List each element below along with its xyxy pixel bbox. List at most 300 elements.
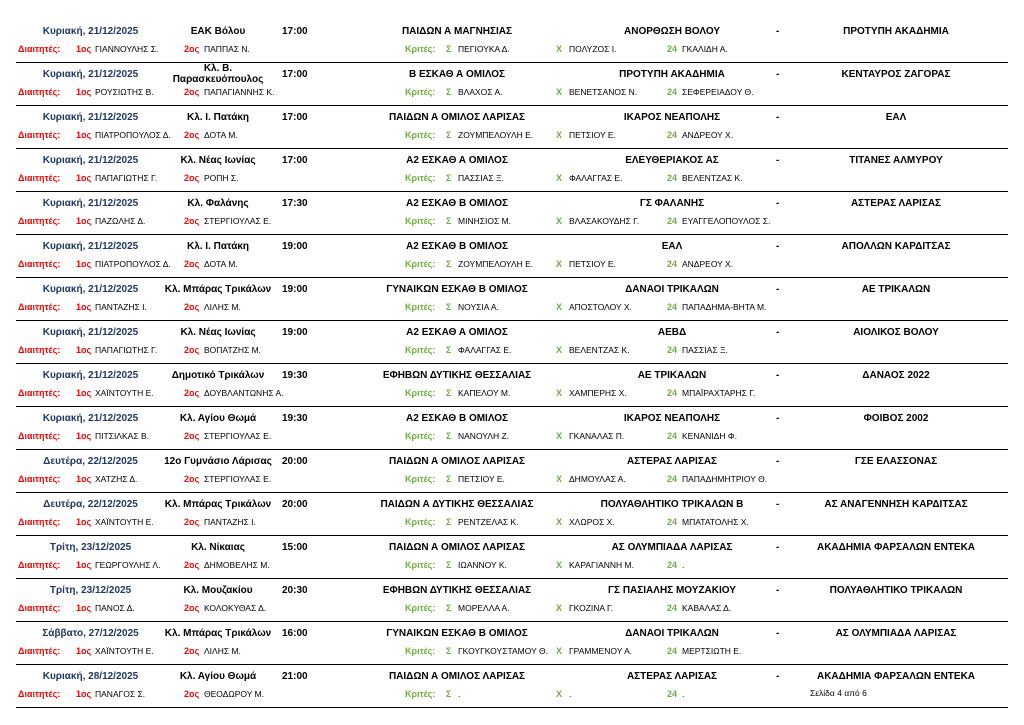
referees-label: Διαιτητές: xyxy=(18,130,61,140)
home-team: ΓΣ ΦΑΛΑΝΗΣ xyxy=(639,198,705,209)
shotclock-tag: 24 xyxy=(667,646,678,656)
scorer-name: ΚΑΠΕΛΟΥ Μ. xyxy=(458,388,511,398)
first-referee-name: ΠΙΑΤΡΟΠΟΥΛΟΣ Δ. xyxy=(95,259,171,269)
referees-label: Διαιτητές: xyxy=(18,259,61,269)
match-time: 16:00 xyxy=(282,628,308,639)
second-referee-name: ΠΑΠΠΑΣ Ν. xyxy=(204,44,250,54)
match-category: Α2 ΕΣΚΑΘ Β ΟΜΙΛΟΣ xyxy=(405,413,509,424)
second-referee-name: ΘΕΟΔΩΡΟΥ Μ. xyxy=(204,689,265,699)
match-category: ΠΑΙΔΩΝ Α ΟΜΙΛΟΣ ΛΑΡΙΣΑΣ xyxy=(388,671,526,682)
timer-name: ΠΟΛΥΖΟΣ Ι. xyxy=(569,44,617,54)
first-referee-name: ΧΑΪΝΤΟΥΤΗ Ε. xyxy=(95,388,154,398)
referees-label: Διαιτητές: xyxy=(18,646,61,656)
match-row xyxy=(16,192,1008,235)
timer-tag: Χ xyxy=(556,216,563,226)
first-referee-tag: 1ος xyxy=(76,646,92,656)
judges-label: Κριτές: xyxy=(405,302,436,312)
match-date: Κυριακή, 21/12/2025 xyxy=(42,370,139,381)
away-team: ΑΕ ΤΡΙΚΑΛΩΝ xyxy=(861,284,931,295)
first-referee-name: ΓΕΩΡΓΟΥΛΗΣ Λ. xyxy=(95,560,161,570)
shotclock-tag: 24 xyxy=(667,345,678,355)
second-referee-tag: 2ος xyxy=(184,302,200,312)
match-time: 19:00 xyxy=(282,241,308,252)
first-referee-name: ΧΑΪΝΤΟΥΤΗ Ε. xyxy=(95,646,154,656)
second-referee-tag: 2ος xyxy=(184,87,200,97)
away-team: ΔΑΝΑΟΣ 2022 xyxy=(862,370,930,381)
match-row xyxy=(16,665,1008,708)
second-referee-tag: 2ος xyxy=(184,517,200,527)
scorer-name: ΒΛΑΧΟΣ Α. xyxy=(458,87,503,97)
home-team: ΑΕΒΔ xyxy=(657,327,687,338)
match-row xyxy=(16,235,1008,278)
second-referee-name: ΒΟΠΑΤΖΗΣ Μ. xyxy=(204,345,262,355)
timer-tag: Χ xyxy=(556,603,563,613)
match-time: 17:00 xyxy=(282,112,308,123)
shotclock-tag: 24 xyxy=(667,173,678,183)
match-row xyxy=(16,407,1008,450)
referees-label: Διαιτητές: xyxy=(18,689,61,699)
scorer-tag: Σ xyxy=(446,646,452,656)
away-team: ΑΠΟΛΛΩΝ ΚΑΡΔΙΤΣΑΣ xyxy=(841,241,951,252)
match-category: ΓΥΝΑΙΚΩΝ ΕΣΚΑΘ Β ΟΜΙΛΟΣ xyxy=(386,628,528,639)
scorer-tag: Σ xyxy=(446,173,452,183)
page-number: Σελίδα 4 από 6 xyxy=(810,688,867,698)
shotclock-name: ΠΑΠΑΔΗΜΗΤΡΙΟΥ Θ. xyxy=(682,474,768,484)
match-row xyxy=(16,106,1008,149)
first-referee-tag: 1ος xyxy=(76,603,92,613)
timer-name: ΚΑΡΑΓΙΑΝΝΗ Μ. xyxy=(569,560,634,570)
match-row xyxy=(16,20,1008,63)
shotclock-name: ΚΑΒΑΛΑΣ Δ. xyxy=(682,603,732,613)
judges-label: Κριτές: xyxy=(405,646,436,656)
match-time: 17:00 xyxy=(282,69,308,80)
shotclock-name: ΚΕΝΑΝΙΔΗ Φ. xyxy=(682,431,737,441)
scorer-name: ΠΕΓΙΟΥΚΑ Δ. xyxy=(458,44,510,54)
timer-tag: Χ xyxy=(556,44,563,54)
versus-dash: - xyxy=(776,671,780,682)
match-date: Κυριακή, 21/12/2025 xyxy=(42,26,139,37)
referees-label: Διαιτητές: xyxy=(18,302,61,312)
match-venue: ΕΑΚ Βόλου xyxy=(190,26,246,37)
match-category: Β ΕΣΚΑΘ Α ΟΜΙΛΟΣ xyxy=(408,69,506,80)
scorer-name: ΓΚΟΥΓΚΟΥΣΤΑΜΟΥ Θ. xyxy=(458,646,548,656)
first-referee-name: ΧΑΤΖΗΣ Δ. xyxy=(95,474,138,484)
judges-label: Κριτές: xyxy=(405,259,436,269)
scorer-tag: Σ xyxy=(446,603,452,613)
match-venue: Κλ. Μουζακίου xyxy=(183,585,253,596)
first-referee-tag: 1ος xyxy=(76,87,92,97)
match-category: Α2 ΕΣΚΑΘ Α ΟΜΙΛΟΣ xyxy=(406,327,508,338)
first-referee-tag: 1ος xyxy=(76,474,92,484)
match-date: Σάββατο, 27/12/2025 xyxy=(42,628,139,639)
second-referee-tag: 2ος xyxy=(184,259,200,269)
timer-tag: Χ xyxy=(556,474,563,484)
match-date: Τρίτη, 23/12/2025 xyxy=(49,542,132,553)
versus-dash: - xyxy=(776,542,780,553)
match-venue: Κλ. Μπάρας Τρικάλων xyxy=(164,499,272,510)
second-referee-name: ΔΟΤΑ Μ. xyxy=(204,259,238,269)
match-row xyxy=(16,364,1008,407)
timer-name: ΒΕΝΕΤΣΑΝΟΣ Ν. xyxy=(569,87,638,97)
match-date: Κυριακή, 21/12/2025 xyxy=(42,155,139,166)
match-row xyxy=(16,579,1008,622)
judges-label: Κριτές: xyxy=(405,689,436,699)
shotclock-name: ΠΑΣΣΙΑΣ Ξ. xyxy=(682,345,728,355)
scorer-tag: Σ xyxy=(446,44,452,54)
match-category: ΕΦΗΒΩΝ ΔΥΤΙΚΗΣ ΘΕΣΣΑΛΙΑΣ xyxy=(382,585,532,596)
first-referee-name: ΠΑΠΑΓΙΩΤΗΣ Γ. xyxy=(95,173,158,183)
match-row xyxy=(16,536,1008,579)
second-referee-tag: 2ος xyxy=(184,388,200,398)
home-team: ΕΛΕΥΘΕΡΙΑΚΟΣ ΑΣ xyxy=(625,155,719,166)
match-time: 19:30 xyxy=(282,413,308,424)
first-referee-tag: 1ος xyxy=(76,216,92,226)
scorer-tag: Σ xyxy=(446,474,452,484)
timer-tag: Χ xyxy=(556,87,563,97)
timer-name: ΠΕΤΣΙΟΥ Ε. xyxy=(569,130,616,140)
timer-name: ΧΑΜΠΕΡΗΣ Χ. xyxy=(569,388,627,398)
second-referee-name: ΔΗΜΟΒΕΛΗΣ Μ. xyxy=(204,560,270,570)
scorer-tag: Σ xyxy=(446,689,452,699)
timer-name: . xyxy=(569,689,572,699)
second-referee-tag: 2ος xyxy=(184,603,200,613)
first-referee-name: ΠΙΑΤΡΟΠΟΥΛΟΣ Δ. xyxy=(95,130,171,140)
versus-dash: - xyxy=(776,155,780,166)
first-referee-name: ΡΟΥΣΙΩΤΗΣ Β. xyxy=(95,87,154,97)
away-team: ΠΡΟΤΥΠΗ ΑΚΑΔΗΜΙΑ xyxy=(843,26,949,37)
timer-tag: Χ xyxy=(556,517,563,527)
match-time: 19:30 xyxy=(282,370,308,381)
referees-label: Διαιτητές: xyxy=(18,44,61,54)
second-referee-name: ΛΙΛΗΣ Μ. xyxy=(204,646,241,656)
match-row xyxy=(16,622,1008,665)
timer-name: ΔΗΜΟΥΛΑΣ Α. xyxy=(569,474,626,484)
referees-label: Διαιτητές: xyxy=(18,431,61,441)
away-team: ΦΟΙΒΟΣ 2002 xyxy=(863,413,929,424)
first-referee-tag: 1ος xyxy=(76,259,92,269)
versus-dash: - xyxy=(776,69,780,80)
timer-tag: Χ xyxy=(556,130,563,140)
timer-tag: Χ xyxy=(556,560,563,570)
shotclock-tag: 24 xyxy=(667,130,678,140)
home-team: ΔΑΝΑΟΙ ΤΡΙΚΑΛΩΝ xyxy=(625,284,719,295)
versus-dash: - xyxy=(776,241,780,252)
shotclock-tag: 24 xyxy=(667,388,678,398)
judges-label: Κριτές: xyxy=(405,345,436,355)
second-referee-name: ΛΙΛΗΣ Μ. xyxy=(204,302,241,312)
second-referee-tag: 2ος xyxy=(184,474,200,484)
match-date: Κυριακή, 21/12/2025 xyxy=(42,284,139,295)
timer-tag: Χ xyxy=(556,173,563,183)
match-time: 17:30 xyxy=(282,198,308,209)
timer-tag: Χ xyxy=(556,388,563,398)
first-referee-tag: 1ος xyxy=(76,173,92,183)
referees-label: Διαιτητές: xyxy=(18,517,61,527)
timer-name: ΦΑΛΑΓΓΑΣ Ε. xyxy=(569,173,623,183)
match-row xyxy=(16,63,1008,106)
first-referee-tag: 1ος xyxy=(76,517,92,527)
scorer-name: ΝΟΥΣΙΑ Α. xyxy=(458,302,499,312)
first-referee-tag: 1ος xyxy=(76,345,92,355)
second-referee-name: ΚΟΛΟΚΥΘΑΣ Δ. xyxy=(204,603,267,613)
scorer-name: ΝΑΝΟΥΛΗ Ζ. xyxy=(458,431,510,441)
shotclock-name: ΜΠΑΤΑΤΟΛΗΣ Χ. xyxy=(682,517,749,527)
referees-label: Διαιτητές: xyxy=(18,474,61,484)
scorer-tag: Σ xyxy=(446,560,452,570)
away-team: ΤΙΤΑΝΕΣ ΑΛΜΥΡΟΥ xyxy=(849,155,943,166)
shotclock-name: ΣΕΦΕΡΕΙΑΔΟΥ Θ. xyxy=(682,87,754,97)
first-referee-name: ΠΑΝΟΣ Δ. xyxy=(95,603,135,613)
match-venue: Κλ. Β. Παρασκευόπουλος xyxy=(172,63,264,85)
first-referee-name: ΠΑΖΩΛΗΣ Δ. xyxy=(95,216,146,226)
timer-tag: Χ xyxy=(556,646,563,656)
match-venue: Κλ. Αγίου Θωμά xyxy=(179,413,257,424)
timer-tag: Χ xyxy=(556,302,563,312)
match-time: 20:00 xyxy=(282,499,308,510)
home-team: ΑΣ ΟΛΥΜΠΙΑΔΑ ΛΑΡΙΣΑΣ xyxy=(611,542,733,553)
match-category: ΠΑΙΔΩΝ Α ΟΜΙΛΟΣ ΛΑΡΙΣΑΣ xyxy=(388,456,526,467)
match-category: ΕΦΗΒΩΝ ΔΥΤΙΚΗΣ ΘΕΣΣΑΛΙΑΣ xyxy=(382,370,532,381)
scorer-tag: Σ xyxy=(446,259,452,269)
match-date: Δευτέρα, 22/12/2025 xyxy=(43,456,138,467)
scorer-name: ΜΟΡΕΛΛΑ Α. xyxy=(458,603,510,613)
match-time: 17:00 xyxy=(282,155,308,166)
away-team: ΑΣ ΑΝΑΓΕΝΝΗΣΗ ΚΑΡΔΙΤΣΑΣ xyxy=(824,499,968,510)
shotclock-tag: 24 xyxy=(667,216,678,226)
shotclock-name: ΑΝΔΡΕΟΥ Χ. xyxy=(682,130,734,140)
shotclock-tag: 24 xyxy=(667,431,678,441)
match-time: 19:00 xyxy=(282,284,308,295)
match-category: Α2 ΕΣΚΑΘ Α ΟΜΙΛΟΣ xyxy=(406,155,508,166)
match-venue: Κλ. Νίκαιας xyxy=(191,542,245,553)
first-referee-tag: 1ος xyxy=(76,560,92,570)
versus-dash: - xyxy=(776,26,780,37)
scorer-name: ΦΑΛΑΓΓΑΣ Ε. xyxy=(458,345,512,355)
shotclock-name: ΜΠΑΪΡΑΧΤΑΡΗΣ Γ. xyxy=(682,388,756,398)
match-category: ΠΑΙΔΩΝ Α ΟΜΙΛΟΣ ΛΑΡΙΣΑΣ xyxy=(388,112,526,123)
versus-dash: - xyxy=(776,198,780,209)
match-time: 20:30 xyxy=(282,585,308,596)
first-referee-tag: 1ος xyxy=(76,689,92,699)
match-date: Κυριακή, 21/12/2025 xyxy=(42,112,139,123)
referees-label: Διαιτητές: xyxy=(18,603,61,613)
shotclock-tag: 24 xyxy=(667,689,678,699)
referees-label: Διαιτητές: xyxy=(18,560,61,570)
scorer-tag: Σ xyxy=(446,345,452,355)
first-referee-name: ΠΙΤΣΙΛΚΑΣ Β. xyxy=(95,431,149,441)
match-time: 17:00 xyxy=(282,26,308,37)
first-referee-tag: 1ος xyxy=(76,388,92,398)
shotclock-name: ΑΝΔΡΕΟΥ Χ. xyxy=(682,259,734,269)
match-time: 21:00 xyxy=(282,671,308,682)
judges-label: Κριτές: xyxy=(405,388,436,398)
shotclock-tag: 24 xyxy=(667,517,678,527)
match-date: Κυριακή, 28/12/2025 xyxy=(42,671,139,682)
versus-dash: - xyxy=(776,628,780,639)
referees-label: Διαιτητές: xyxy=(18,216,61,226)
shotclock-tag: 24 xyxy=(667,560,678,570)
match-venue: 12ο Γυμνάσιο Λάρισας xyxy=(164,456,272,467)
timer-name: ΠΕΤΣΙΟΥ Ε. xyxy=(569,259,616,269)
first-referee-name: ΠΑΠΑΓΙΩΤΗΣ Γ. xyxy=(95,345,158,355)
versus-dash: - xyxy=(776,499,780,510)
timer-name: ΧΛΩΡΟΣ Χ. xyxy=(569,517,615,527)
match-category: ΠΑΙΔΩΝ Α ΜΑΓΝΗΣΙΑΣ xyxy=(401,26,513,37)
home-team: ΕΑΛ xyxy=(661,241,683,252)
match-row xyxy=(16,149,1008,192)
referees-label: Διαιτητές: xyxy=(18,173,61,183)
judges-label: Κριτές: xyxy=(405,44,436,54)
match-venue: Κλ. Νέας Ιωνίας xyxy=(180,327,256,338)
second-referee-tag: 2ος xyxy=(184,173,200,183)
versus-dash: - xyxy=(776,413,780,424)
match-time: 20:00 xyxy=(282,456,308,467)
home-team: ΑΣΤΕΡΑΣ ΛΑΡΙΣΑΣ xyxy=(626,671,718,682)
shotclock-name: ΒΕΛΕΝΤΖΑΣ Κ. xyxy=(682,173,743,183)
shotclock-tag: 24 xyxy=(667,474,678,484)
timer-tag: Χ xyxy=(556,689,563,699)
timer-name: ΓΚΑΝΑΛΑΣ Π. xyxy=(569,431,625,441)
timer-tag: Χ xyxy=(556,345,563,355)
match-category: ΠΑΙΔΩΝ Α ΔΥΤΙΚΗΣ ΘΕΣΣΑΛΙΑΣ xyxy=(380,499,534,510)
scorer-name: ΠΑΣΣΙΑΣ Ξ. xyxy=(458,173,504,183)
match-time: 19:00 xyxy=(282,327,308,338)
match-venue: Κλ. Ι. Πατάκη xyxy=(186,241,250,252)
shotclock-tag: 24 xyxy=(667,44,678,54)
second-referee-name: ΠΑΠΑΓΙΑΝΝΗΣ Κ. xyxy=(204,87,275,97)
second-referee-name: ΣΤΕΡΓΙΟΥΛΑΣ Ε. xyxy=(204,431,272,441)
away-team: ΑΚΑΔΗΜΙΑ ΦΑΡΣΑΛΩΝ ΕΝΤΕΚΑ xyxy=(816,542,976,553)
home-team: ΠΡΟΤΥΠΗ ΑΚΑΔΗΜΙΑ xyxy=(619,69,725,80)
match-date: Κυριακή, 21/12/2025 xyxy=(42,413,139,424)
shotclock-name: . xyxy=(682,560,685,570)
second-referee-tag: 2ος xyxy=(184,689,200,699)
first-referee-name: ΧΑΪΝΤΟΥΤΗ Ε. xyxy=(95,517,154,527)
match-row xyxy=(16,321,1008,364)
scorer-name: . xyxy=(458,689,461,699)
versus-dash: - xyxy=(776,585,780,596)
versus-dash: - xyxy=(776,284,780,295)
second-referee-tag: 2ος xyxy=(184,130,200,140)
timer-name: ΒΛΑΣΑΚΟΥΔΗΣ Γ. xyxy=(569,216,640,226)
match-venue: Δημοτικό Τρικάλων xyxy=(171,370,265,381)
scorer-tag: Σ xyxy=(446,130,452,140)
judges-label: Κριτές: xyxy=(405,560,436,570)
judges-label: Κριτές: xyxy=(405,87,436,97)
timer-tag: Χ xyxy=(556,431,563,441)
judges-label: Κριτές: xyxy=(405,517,436,527)
scorer-name: ΖΟΥΜΠΕΛΟΥΛΗ Ε. xyxy=(458,130,534,140)
match-category: ΠΑΙΔΩΝ Α ΟΜΙΛΟΣ ΛΑΡΙΣΑΣ xyxy=(388,542,526,553)
shotclock-name: ΜΕΡΤΣΙΩΤΗ Ε. xyxy=(682,646,742,656)
judges-label: Κριτές: xyxy=(405,603,436,613)
scorer-tag: Σ xyxy=(446,302,452,312)
match-category: Α2 ΕΣΚΑΘ Β ΟΜΙΛΟΣ xyxy=(405,198,509,209)
match-date: Κυριακή, 21/12/2025 xyxy=(42,198,139,209)
first-referee-name: ΠΑΝΑΓΟΣ Σ. xyxy=(95,689,146,699)
match-row xyxy=(16,450,1008,493)
judges-label: Κριτές: xyxy=(405,216,436,226)
home-team: ΙΚΑΡΟΣ ΝΕΑΠΟΛΗΣ xyxy=(623,112,721,123)
scorer-tag: Σ xyxy=(446,87,452,97)
second-referee-name: ΣΤΕΡΓΙΟΥΛΑΣ Ε. xyxy=(204,474,272,484)
home-team: ΑΣΤΕΡΑΣ ΛΑΡΙΣΑΣ xyxy=(626,456,718,467)
second-referee-tag: 2ος xyxy=(184,345,200,355)
match-venue: Κλ. Ι. Πατάκη xyxy=(186,112,250,123)
scorer-name: ΜΙΝΗΣΙΟΣ Μ. xyxy=(458,216,512,226)
judges-label: Κριτές: xyxy=(405,431,436,441)
first-referee-tag: 1ος xyxy=(76,130,92,140)
first-referee-tag: 1ος xyxy=(76,431,92,441)
timer-tag: Χ xyxy=(556,259,563,269)
match-date: Τρίτη, 23/12/2025 xyxy=(49,585,132,596)
match-venue: Κλ. Αγίου Θωμά xyxy=(179,671,257,682)
match-date: Δευτέρα, 22/12/2025 xyxy=(43,499,138,510)
away-team: ΚΕΝΤΑΥΡΟΣ ΖΑΓΟΡΑΣ xyxy=(841,69,951,80)
match-time: 15:00 xyxy=(282,542,308,553)
timer-name: ΓΡΑΜΜΕΝΟΥ Α. xyxy=(569,646,633,656)
versus-dash: - xyxy=(776,456,780,467)
versus-dash: - xyxy=(776,370,780,381)
match-venue: Κλ. Μπάρας Τρικάλων xyxy=(164,628,272,639)
match-venue: Κλ. Μπάρας Τρικάλων xyxy=(164,284,272,295)
home-team: ΑΝΟΡΘΩΣΗ ΒΟΛΟΥ xyxy=(624,26,720,37)
timer-name: ΓΚΟΖΙΝΑ Γ. xyxy=(569,603,614,613)
second-referee-name: ΔΟΥΒΛΑΝΤΩΝΗΣ Α. xyxy=(204,388,284,398)
first-referee-name: ΓΙΑΝΝΟΥΛΗΣ Σ. xyxy=(95,44,159,54)
scorer-tag: Σ xyxy=(446,388,452,398)
shotclock-tag: 24 xyxy=(667,603,678,613)
first-referee-tag: 1ος xyxy=(76,302,92,312)
match-date: Κυριακή, 21/12/2025 xyxy=(42,241,139,252)
away-team: ΑΙΟΛΙΚΟΣ ΒΟΛΟΥ xyxy=(853,327,939,338)
second-referee-name: ΔΟΤΑ Μ. xyxy=(204,130,238,140)
shotclock-tag: 24 xyxy=(667,259,678,269)
second-referee-tag: 2ος xyxy=(184,646,200,656)
shotclock-name: ΕΥΑΓΓΕΛΟΠΟΥΛΟΣ Σ. xyxy=(682,216,771,226)
match-category: Α2 ΕΣΚΑΘ Β ΟΜΙΛΟΣ xyxy=(405,241,509,252)
referees-label: Διαιτητές: xyxy=(18,388,61,398)
second-referee-name: ΣΤΕΡΓΙΟΥΛΑΣ Ε. xyxy=(204,216,272,226)
home-team: ΙΚΑΡΟΣ ΝΕΑΠΟΛΗΣ xyxy=(623,413,721,424)
scorer-name: ΖΟΥΜΠΕΛΟΥΛΗ Ε. xyxy=(458,259,534,269)
match-venue: Κλ. Φαλάνης xyxy=(187,198,249,209)
shotclock-name: ΠΑΠΑΔΗΜΑ-ΒΗΤΑ Μ. xyxy=(682,302,767,312)
home-team: ΠΟΛΥΑΘΛΗΤΙΚΟ ΤΡΙΚΑΛΩΝ Β xyxy=(600,499,744,510)
away-team: ΑΚΑΔΗΜΙΑ ΦΑΡΣΑΛΩΝ ΕΝΤΕΚΑ xyxy=(816,671,976,682)
first-referee-tag: 1ος xyxy=(76,44,92,54)
schedule-table xyxy=(16,20,1008,708)
away-team: ΠΟΛΥΑΘΛΗΤΙΚΟ ΤΡΙΚΑΛΩΝ xyxy=(829,585,963,596)
away-team: ΑΣ ΟΛΥΜΠΙΑΔΑ ΛΑΡΙΣΑΣ xyxy=(835,628,957,639)
match-date: Κυριακή, 21/12/2025 xyxy=(42,69,139,80)
judges-label: Κριτές: xyxy=(405,474,436,484)
shotclock-name: ΓΚΑΛΙΔΗ Α. xyxy=(682,44,728,54)
scorer-tag: Σ xyxy=(446,431,452,441)
match-category: ΓΥΝΑΙΚΩΝ ΕΣΚΑΘ Β ΟΜΙΛΟΣ xyxy=(386,284,528,295)
match-venue: Κλ. Νέας Ιωνίας xyxy=(180,155,256,166)
judges-label: Κριτές: xyxy=(405,173,436,183)
timer-name: ΑΠΟΣΤΟΛΟΥ Χ. xyxy=(569,302,632,312)
home-team: ΑΕ ΤΡΙΚΑΛΩΝ xyxy=(637,370,707,381)
away-team: ΓΣΕ ΕΛΑΣΣΟΝΑΣ xyxy=(854,456,938,467)
second-referee-tag: 2ος xyxy=(184,44,200,54)
shotclock-tag: 24 xyxy=(667,302,678,312)
shotclock-tag: 24 xyxy=(667,87,678,97)
shotclock-name: . xyxy=(682,689,685,699)
second-referee-name: ΡΟΠΗ Σ. xyxy=(204,173,239,183)
referees-label: Διαιτητές: xyxy=(18,345,61,355)
